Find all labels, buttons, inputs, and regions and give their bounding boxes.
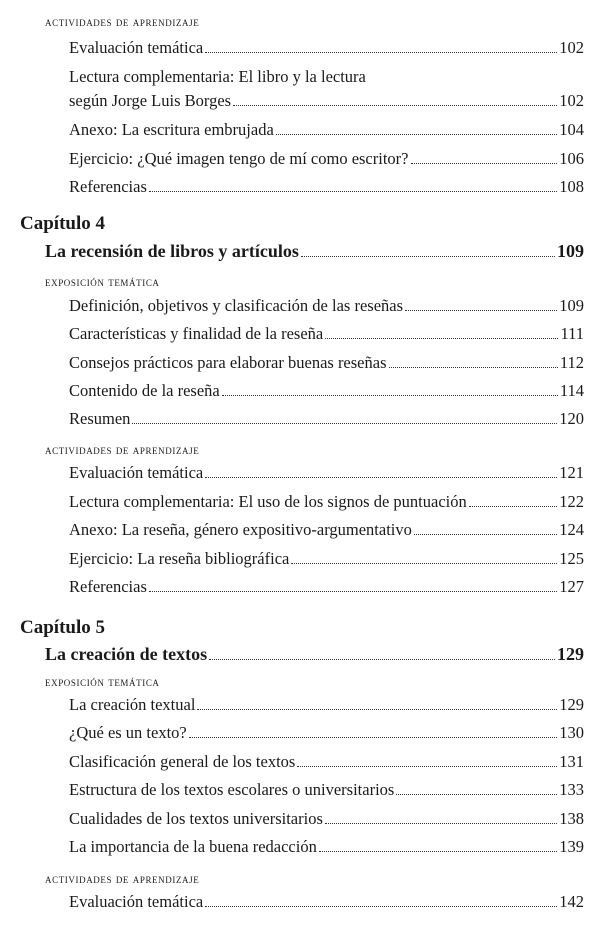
toc-entry[interactable] bbox=[69, 119, 584, 141]
toc-entry-label: Contenido de la reseña bbox=[69, 381, 220, 400]
dot-leader bbox=[233, 105, 557, 106]
section-heading-exposicion: exposición temática bbox=[45, 675, 160, 689]
toc-entry-page: 138 bbox=[559, 809, 584, 828]
dot-leader bbox=[132, 423, 557, 424]
toc-entry-page: 114 bbox=[559, 381, 584, 400]
toc-entry-label: Características y finalidad de la reseña bbox=[69, 324, 324, 343]
toc-entry-page: 121 bbox=[559, 463, 584, 482]
toc-entry-page: 127 bbox=[559, 577, 584, 596]
toc-chapter-title: La creación de textos bbox=[45, 644, 208, 664]
toc-entry[interactable] bbox=[69, 519, 584, 541]
dot-leader bbox=[297, 766, 557, 767]
toc-entry-label: La importancia de la buena redacción bbox=[69, 837, 317, 856]
toc-entry-label: Ejercicio: La reseña bibliográfica bbox=[69, 549, 290, 568]
toc-entry[interactable] bbox=[69, 548, 584, 570]
toc-entry-page: 124 bbox=[559, 520, 584, 539]
toc-entry[interactable] bbox=[69, 891, 584, 913]
toc-entry-page: 131 bbox=[559, 752, 584, 771]
toc-entry[interactable] bbox=[69, 751, 584, 773]
dot-leader bbox=[276, 134, 557, 135]
toc-entry-label: Referencias bbox=[69, 177, 147, 196]
toc-entry-page: 125 bbox=[559, 549, 584, 568]
section-heading-actividades: actividades de aprendizaje bbox=[45, 872, 200, 886]
dot-leader bbox=[189, 737, 558, 738]
toc-entry[interactable] bbox=[69, 176, 584, 198]
toc-entry-label: Anexo: La escritura embrujada bbox=[69, 120, 274, 139]
toc-entry-label: Lectura complementaria: El uso de los signos de puntuación bbox=[69, 492, 467, 511]
dot-leader bbox=[197, 709, 557, 710]
dot-leader bbox=[325, 823, 557, 824]
toc-entry[interactable] bbox=[69, 380, 584, 402]
toc-entry-label-line2: según Jorge Luis Borges bbox=[69, 91, 232, 110]
toc-entry-page: 109 bbox=[557, 241, 584, 261]
dot-leader bbox=[205, 477, 557, 478]
dot-leader bbox=[405, 310, 557, 311]
toc-entry-page: 102 bbox=[559, 38, 584, 57]
toc-entry-page: 130 bbox=[559, 723, 584, 742]
dot-leader bbox=[205, 52, 557, 53]
section-heading-actividades: actividades de aprendizaje bbox=[45, 443, 200, 457]
toc-entry[interactable] bbox=[69, 462, 584, 484]
chapter-heading: Capítulo 4 bbox=[20, 213, 105, 234]
dot-leader bbox=[209, 659, 555, 660]
dot-leader bbox=[205, 906, 557, 907]
toc-entry-page: 129 bbox=[557, 644, 584, 664]
toc-entry[interactable] bbox=[69, 694, 584, 716]
toc-entry[interactable] bbox=[69, 576, 584, 598]
toc-entry-label: ¿Qué es un texto? bbox=[69, 723, 187, 742]
toc-entry-page: 142 bbox=[559, 892, 584, 911]
toc-entry-label: Evaluación temática bbox=[69, 463, 204, 482]
toc-entry-page: 111 bbox=[560, 324, 584, 343]
dot-leader bbox=[414, 534, 557, 535]
toc-entry-label: Clasificación general de los textos bbox=[69, 752, 296, 771]
toc-entry-page: 122 bbox=[559, 492, 584, 511]
toc-entry-label-line1: Lectura complementaria: El libro y la lectura bbox=[69, 67, 366, 86]
toc-chapter-entry[interactable] bbox=[45, 643, 584, 665]
toc-entry-page: 106 bbox=[559, 149, 584, 168]
toc-entry[interactable] bbox=[69, 66, 584, 112]
dot-leader bbox=[222, 395, 558, 396]
toc-entry-label: Anexo: La reseña, género expositivo-argumentativo bbox=[69, 520, 412, 539]
toc-entry[interactable] bbox=[69, 779, 584, 801]
toc-entry-page: 112 bbox=[559, 353, 584, 372]
dot-leader bbox=[291, 563, 557, 564]
dot-leader bbox=[411, 163, 558, 164]
dot-leader bbox=[319, 851, 557, 852]
section-heading-actividades: actividades de aprendizaje bbox=[45, 15, 200, 29]
toc-entry[interactable] bbox=[69, 408, 584, 430]
toc-entry[interactable] bbox=[69, 722, 584, 744]
toc-entry-page: 139 bbox=[559, 837, 584, 856]
toc-entry-label: Evaluación temática bbox=[69, 38, 204, 57]
toc-entry[interactable] bbox=[69, 37, 584, 59]
toc-entry-page: 133 bbox=[559, 780, 584, 799]
toc-entry-label: Ejercicio: ¿Qué imagen tengo de mí como escritor? bbox=[69, 149, 409, 168]
chapter-heading: Capítulo 5 bbox=[20, 617, 105, 638]
toc-entry[interactable] bbox=[69, 323, 584, 345]
toc-entry[interactable] bbox=[69, 491, 584, 513]
toc-entry-label: Consejos prácticos para elaborar buenas reseñas bbox=[69, 353, 387, 372]
toc-entry-label: Definición, objetivos y clasificación de las reseñas bbox=[69, 296, 404, 315]
dot-leader bbox=[396, 794, 557, 795]
dot-leader bbox=[325, 338, 558, 339]
section-heading-exposicion: exposición temática bbox=[45, 275, 160, 289]
toc-entry-label: Evaluación temática bbox=[69, 892, 204, 911]
toc-entry-page: 108 bbox=[559, 177, 584, 196]
toc-entry[interactable] bbox=[69, 295, 584, 317]
toc-entry-label: Estructura de los textos escolares o universitarios bbox=[69, 780, 395, 799]
toc-entry-page: 129 bbox=[559, 695, 584, 714]
dot-leader bbox=[149, 591, 557, 592]
toc-entry[interactable] bbox=[69, 352, 584, 374]
toc-entry-label: Cualidades de los textos universitarios bbox=[69, 809, 323, 828]
toc-entry-label: La creación textual bbox=[69, 695, 196, 714]
toc-entry-page: 102 bbox=[559, 91, 584, 110]
dot-leader bbox=[149, 191, 557, 192]
dot-leader bbox=[469, 506, 558, 507]
toc-entry[interactable] bbox=[69, 808, 584, 830]
toc-entry-page: 104 bbox=[559, 120, 584, 139]
dot-leader bbox=[301, 256, 555, 257]
toc-chapter-entry[interactable] bbox=[45, 240, 584, 262]
toc-entry-label: Referencias bbox=[69, 577, 147, 596]
toc-entry-page: 120 bbox=[559, 409, 584, 428]
toc-entry-label: Resumen bbox=[69, 409, 131, 428]
toc-entry[interactable] bbox=[69, 148, 584, 170]
dot-leader bbox=[389, 367, 558, 368]
toc-entry[interactable] bbox=[69, 836, 584, 858]
toc-entry-page: 109 bbox=[559, 296, 584, 315]
toc-chapter-title: La recensión de libros y artículos bbox=[45, 241, 299, 261]
